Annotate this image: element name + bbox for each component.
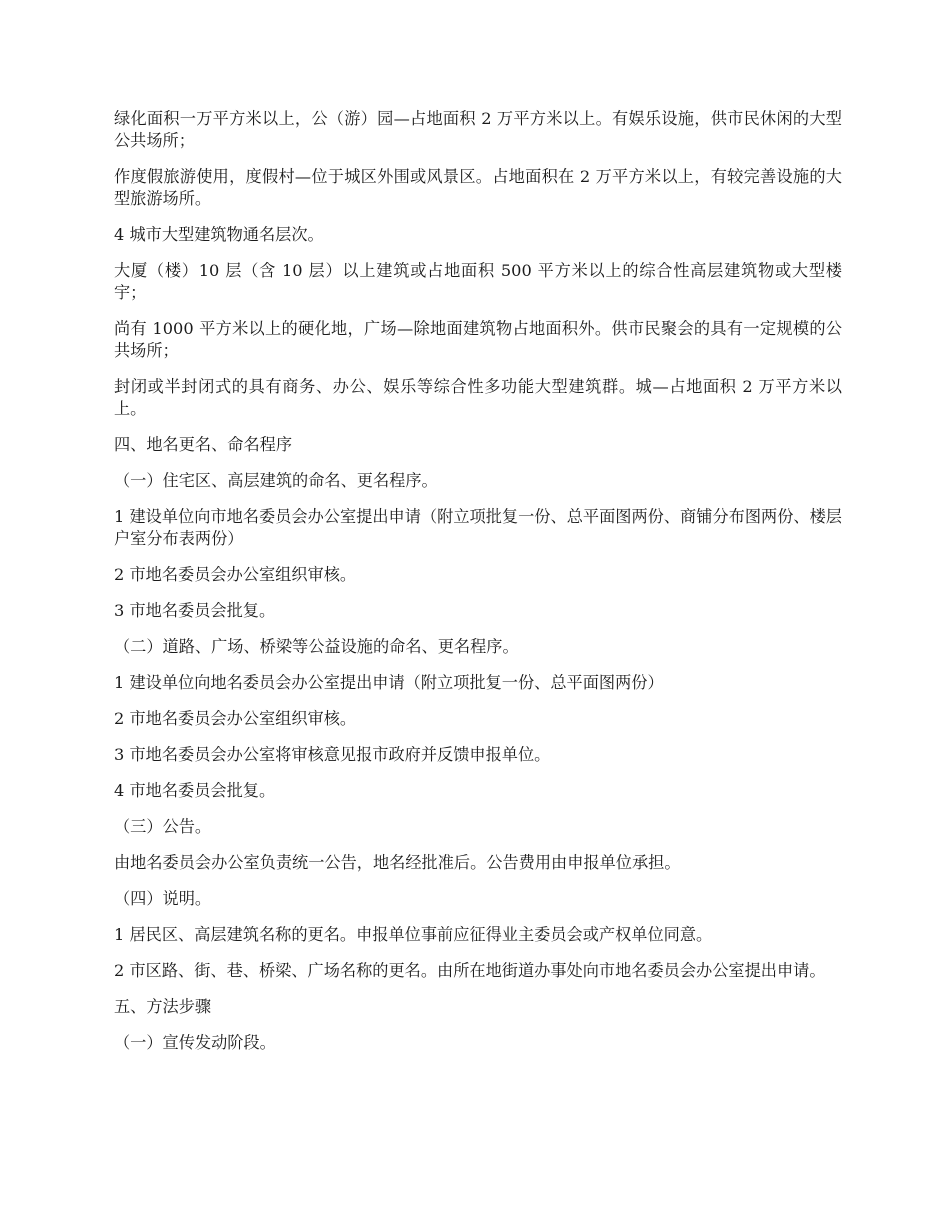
section-heading: 四、地名更名、命名程序	[114, 435, 293, 454]
document-page	[114, 108, 842, 1068]
paragraph: 2 市地名委员会办公室组织审核。	[114, 709, 357, 728]
subsection-heading: （二）道路、广场、桥梁等公益设施的命名、更名程序。	[114, 637, 519, 656]
section-heading: 五、方法步骤	[114, 997, 212, 1016]
paragraph: 4 市地名委员会批复。	[114, 781, 276, 800]
paragraph: 1 建设单位向市地名委员会办公室提出申请（附立项批复一份、总平面图两份、商铺分布图两份、楼层户室分布表两份）	[114, 507, 842, 548]
paragraph: 由地名委员会办公室负责统一公告，地名经批准后。公告费用由申报单位承担。	[114, 853, 681, 872]
paragraph: 1 居民区、高层建筑名称的更名。申报单位事前应征得业主委员会或产权单位同意。	[114, 925, 713, 944]
paragraph: 作度假旅游使用，度假村—位于城区外围或风景区。占地面积在 2 万平方米以上，有较完善设施的大型旅游场所。	[114, 167, 842, 208]
paragraph: 1 建设单位向地名委员会办公室提出申请（附立项批复一份、总平面图两份）	[114, 673, 664, 692]
paragraph: 封闭或半封闭式的具有商务、办公、娱乐等综合性多功能大型建筑群。城—占地面积 2 万平方米以上。	[114, 377, 842, 418]
subsection-heading: （一）住宅区、高层建筑的命名、更名程序。	[114, 471, 438, 490]
subsection-heading: （四）说明。	[114, 889, 212, 908]
paragraph: 大厦（楼）10 层（含 10 层）以上建筑或占地面积 500 平方米以上的综合性高层建筑物或大型楼宇；	[114, 261, 842, 302]
paragraph: 3 市地名委员会办公室将审核意见报市政府并反馈申报单位。	[114, 745, 551, 764]
subsection-heading: （三）公告。	[114, 817, 212, 836]
paragraph: 尚有 1000 平方米以上的硬化地，广场—除地面建筑物占地面积外。供市民聚会的具有一定规模的公共场所；	[114, 319, 842, 360]
paragraph: 3 市地名委员会批复。	[114, 601, 276, 620]
subsection-heading: （一）宣传发动阶段。	[114, 1033, 276, 1052]
paragraph: 2 市地名委员会办公室组织审核。	[114, 565, 357, 584]
paragraph: 绿化面积一万平方米以上，公（游）园—占地面积 2 万平方米以上。有娱乐设施，供市民休闲的大型公共场所；	[114, 109, 842, 150]
paragraph: 4 城市大型建筑物通名层次。	[114, 225, 324, 244]
paragraph: 2 市区路、街、巷、桥梁、广场名称的更名。由所在地街道办事处向市地名委员会办公室提出申请。	[114, 961, 826, 980]
